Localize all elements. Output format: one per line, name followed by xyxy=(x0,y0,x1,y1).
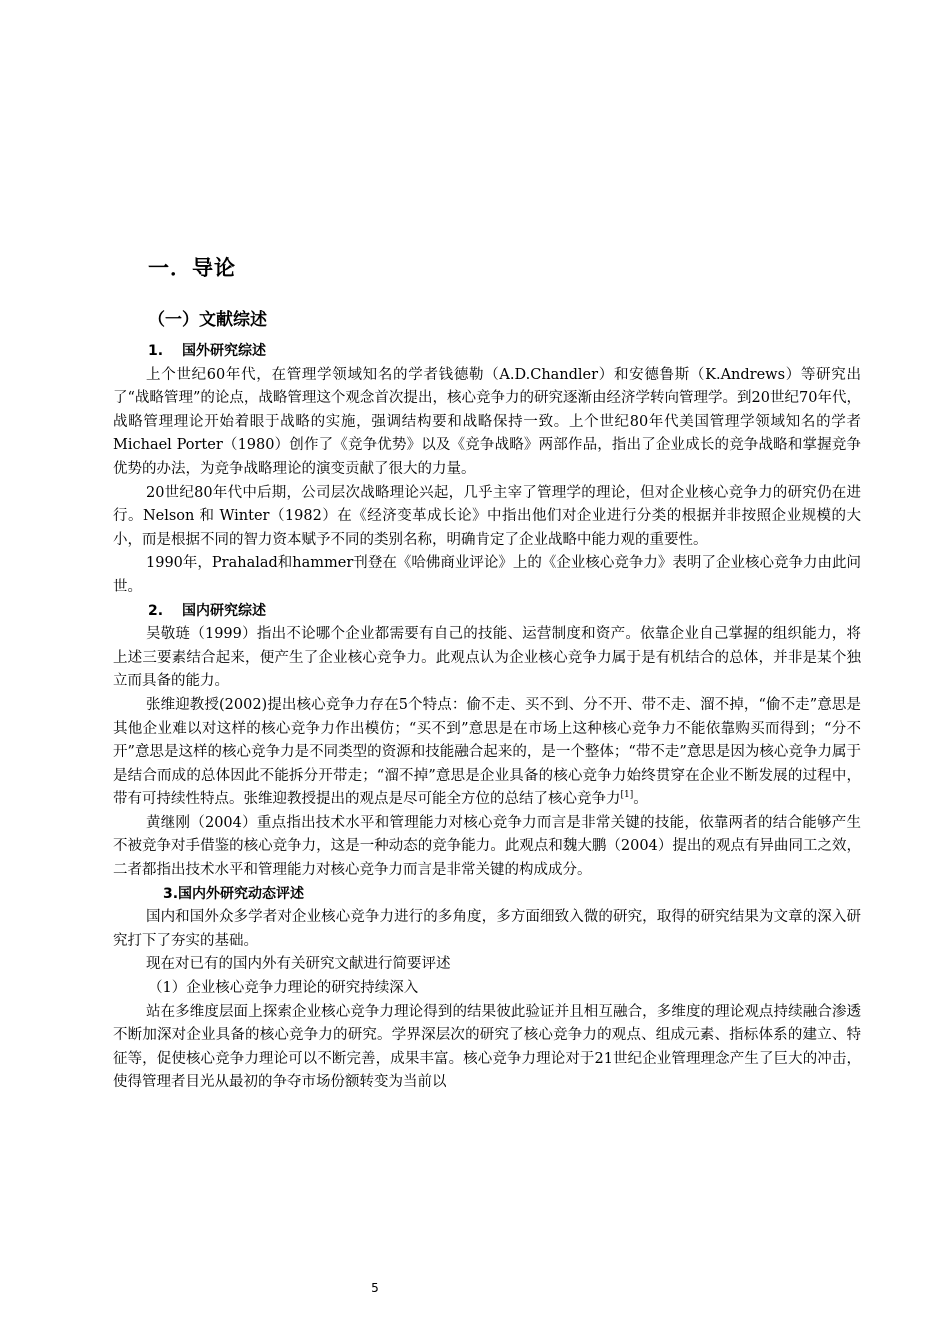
subsection-number: 1. xyxy=(148,343,164,359)
subsection-title: 国外研究综述 xyxy=(182,343,266,359)
paragraph-text: 张维迎教授(2002)提出核心竞争力存在5个特点：偷不走、买不到、分不开、带不走、溜不掉，“偷不走”意思是其他企业难以对这样的核心竞争力作出模仿；“买不到”意思是在市场上这种核心竞争力不能依靠购买而得到；“分不开”意思是这样的核心竞争力是不同类型的资源和技能融合起来的，是一个整体；“带不走”意思是因为核心竞争力属于是结合而成的总体因此不能拆分开带走；“溜不掉”意思是企业具备的核心竞争力始终贯穿在企业不断发展的过程中，带有可持续性特点。张维迎教授提出的观点是尽可能全方位的总结了核心竞争力 xyxy=(113,696,861,808)
subsection-heading-review: 3.国内外研究动态评述 xyxy=(163,885,305,902)
paragraph: 1990年，Prahalad和hammer刊登在《哈佛商业评论》上的《企业核心竞争力》表明了企业核心竞争力由此问世。 xyxy=(113,555,861,595)
chapter-heading: 一．导论 xyxy=(148,256,236,280)
page-number: 5 xyxy=(371,1281,379,1295)
section-heading: （一）文献综述 xyxy=(148,310,267,330)
citation-marker: [1] xyxy=(620,790,634,801)
paragraph xyxy=(113,694,861,812)
paragraph-end: 。 xyxy=(633,791,648,808)
paragraph: 上个世纪60年代，在管理学领域知名的学者钱德勒（A.D.Chandler）和安德鲁斯（K.Andrews）等研究出了“战略管理”的论点，战略管理这个观念首次提出，核心竞争力的研究逐渐由经济学转向管理学。到20世纪70年代，战略管理理论开始着眼于战略的实施，强调结构要和战略保持一致。上个世纪80年代美国管理学领域知名的学者 Michael Porter（1980）创作了《竞争优势》以及《竞争战略》两部作品，指出了企业成长的竞争战略和掌握竞争优势的办法，为竞争战略理论的演变贡献了很大的力量。 xyxy=(113,366,861,477)
subsection-heading-domestic xyxy=(113,600,861,624)
paragraph: 黄继刚（2004）重点指出技术水平和管理能力对核心竞争力而言是非常关键的技能，依靠两者的结合能够产生不被竞争对手借鉴的核心竞争力，这是一种动态的竞争能力。此观点和魏大鹏（2004）提出的观点有异曲同工之效，二者都指出技术水平和管理能力对核心竞争力而言是非常关键的构成成分。 xyxy=(113,814,861,879)
body-text xyxy=(113,340,861,1095)
paragraph: 现在对已有的国内外有关研究文献进行简要评述 xyxy=(146,956,451,973)
paragraph: 20世纪80年代中后期，公司层次战略理论兴起，几乎主宰了管理学的理论，但对企业核心竞争力的研究仍在进行。Nelson 和 Winter（1982）在《经济变革成长论》中指出他们对企业进行分类的根据并非按照企业规模的大小，而是根据不同的智力资本赋予不同的类别名称，明确肯定了企业战略中能力观的重要性。 xyxy=(113,484,861,548)
subsection-title: 国内研究综述 xyxy=(182,602,266,619)
subsection-number: 2. xyxy=(148,602,164,619)
paragraph: 国内和国外众多学者对企业核心竞争力进行的多角度，多方面细致入微的研究，取得的研究结果为文章的深入研究打下了夯实的基础。 xyxy=(113,909,861,949)
paragraph: 站在多维度层面上探索企业核心竞争力理论得到的结果彼此验证并且相互融合，多维度的理论观点持续融合渗透不断加深对企业具备的核心竞争力的研究。学界深层次的研究了核心竞争力的观点、组成元素、指标体系的建立、特征等，促使核心竞争力理论可以不断完善，成果丰富。核心竞争力理论对于21世纪企业管理理念产生了巨大的冲击，使得管理者目光从最初的争夺市场份额转变为当前以 xyxy=(113,1003,861,1091)
paragraph: 吴敬琏（1999）指出不论哪个企业都需要有自己的技能、运营制度和资产。依靠企业自己掌握的组织能力，将上述三要素结合起来，便产生了企业核心竞争力。此观点认为企业核心竞争力属于是有机结合的总体，并非是某个独立而具备的能力。 xyxy=(113,626,861,690)
list-item: （1）企业核心竞争力理论的研究持续深入 xyxy=(148,980,419,997)
subsection-heading-foreign xyxy=(113,340,861,364)
